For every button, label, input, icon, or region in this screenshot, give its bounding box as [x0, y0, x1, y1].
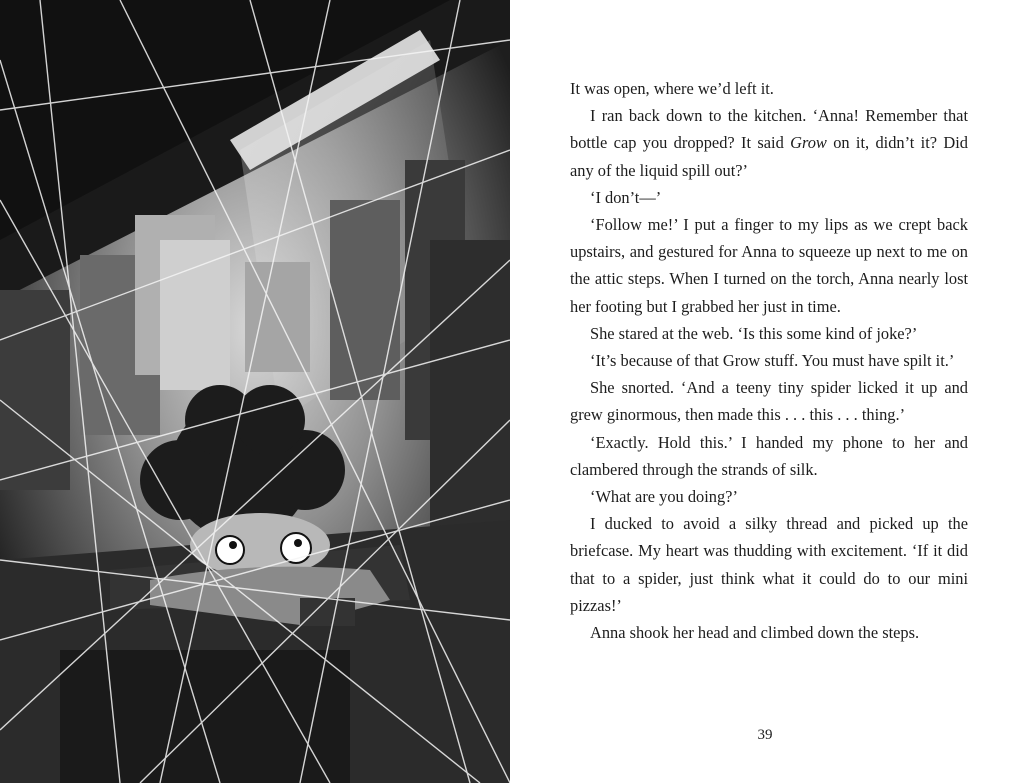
paragraph: ‘I don’t—’ [590, 187, 662, 207]
paragraph: Anna shook her head and climbed down the steps. [590, 623, 920, 643]
paragraph: She stared at the web. ‘Is this some kind of joke?’ [590, 323, 918, 343]
paragraph: I ducked to avoid a silky thread and picked up the briefcase. My heart was thudding with excitement. ‘If it did that to a spider, just think what it could do to our mini pizzas!’ [570, 514, 968, 615]
paragraph: She snorted. ‘And a teeny tiny spider licked it up and grew ginormous, then made this . . . this . . . thing.’ [570, 378, 968, 425]
page-number: 39 [757, 727, 773, 743]
paragraph: ‘Exactly. Hold this.’ I handed my phone to her and clambered through the strands of silk. [570, 432, 968, 479]
paragraph: ‘It’s because of that Grow stuff. You must have spilt it.’ [590, 351, 955, 371]
paragraph: It was open, where we’d left it. [570, 79, 774, 98]
text-page [510, 0, 1020, 783]
body-text [570, 75, 968, 646]
paragraph: ‘Follow me!’ I put a finger to my lips as we crept back upstairs, and gestured for Anna to squeeze up next to me on the attic steps. When I turned on the torch, Anna nearly lost her footing but I grabbed her just in time. [570, 215, 968, 316]
paragraph: ‘What are you doing?’ [590, 487, 738, 507]
paragraph: I ran back down to the kitchen. ‘Anna! Remember that bottle cap you dropped? It said Grow on it, didn’t it? Did any of the liquid spill out?’ [570, 106, 968, 180]
